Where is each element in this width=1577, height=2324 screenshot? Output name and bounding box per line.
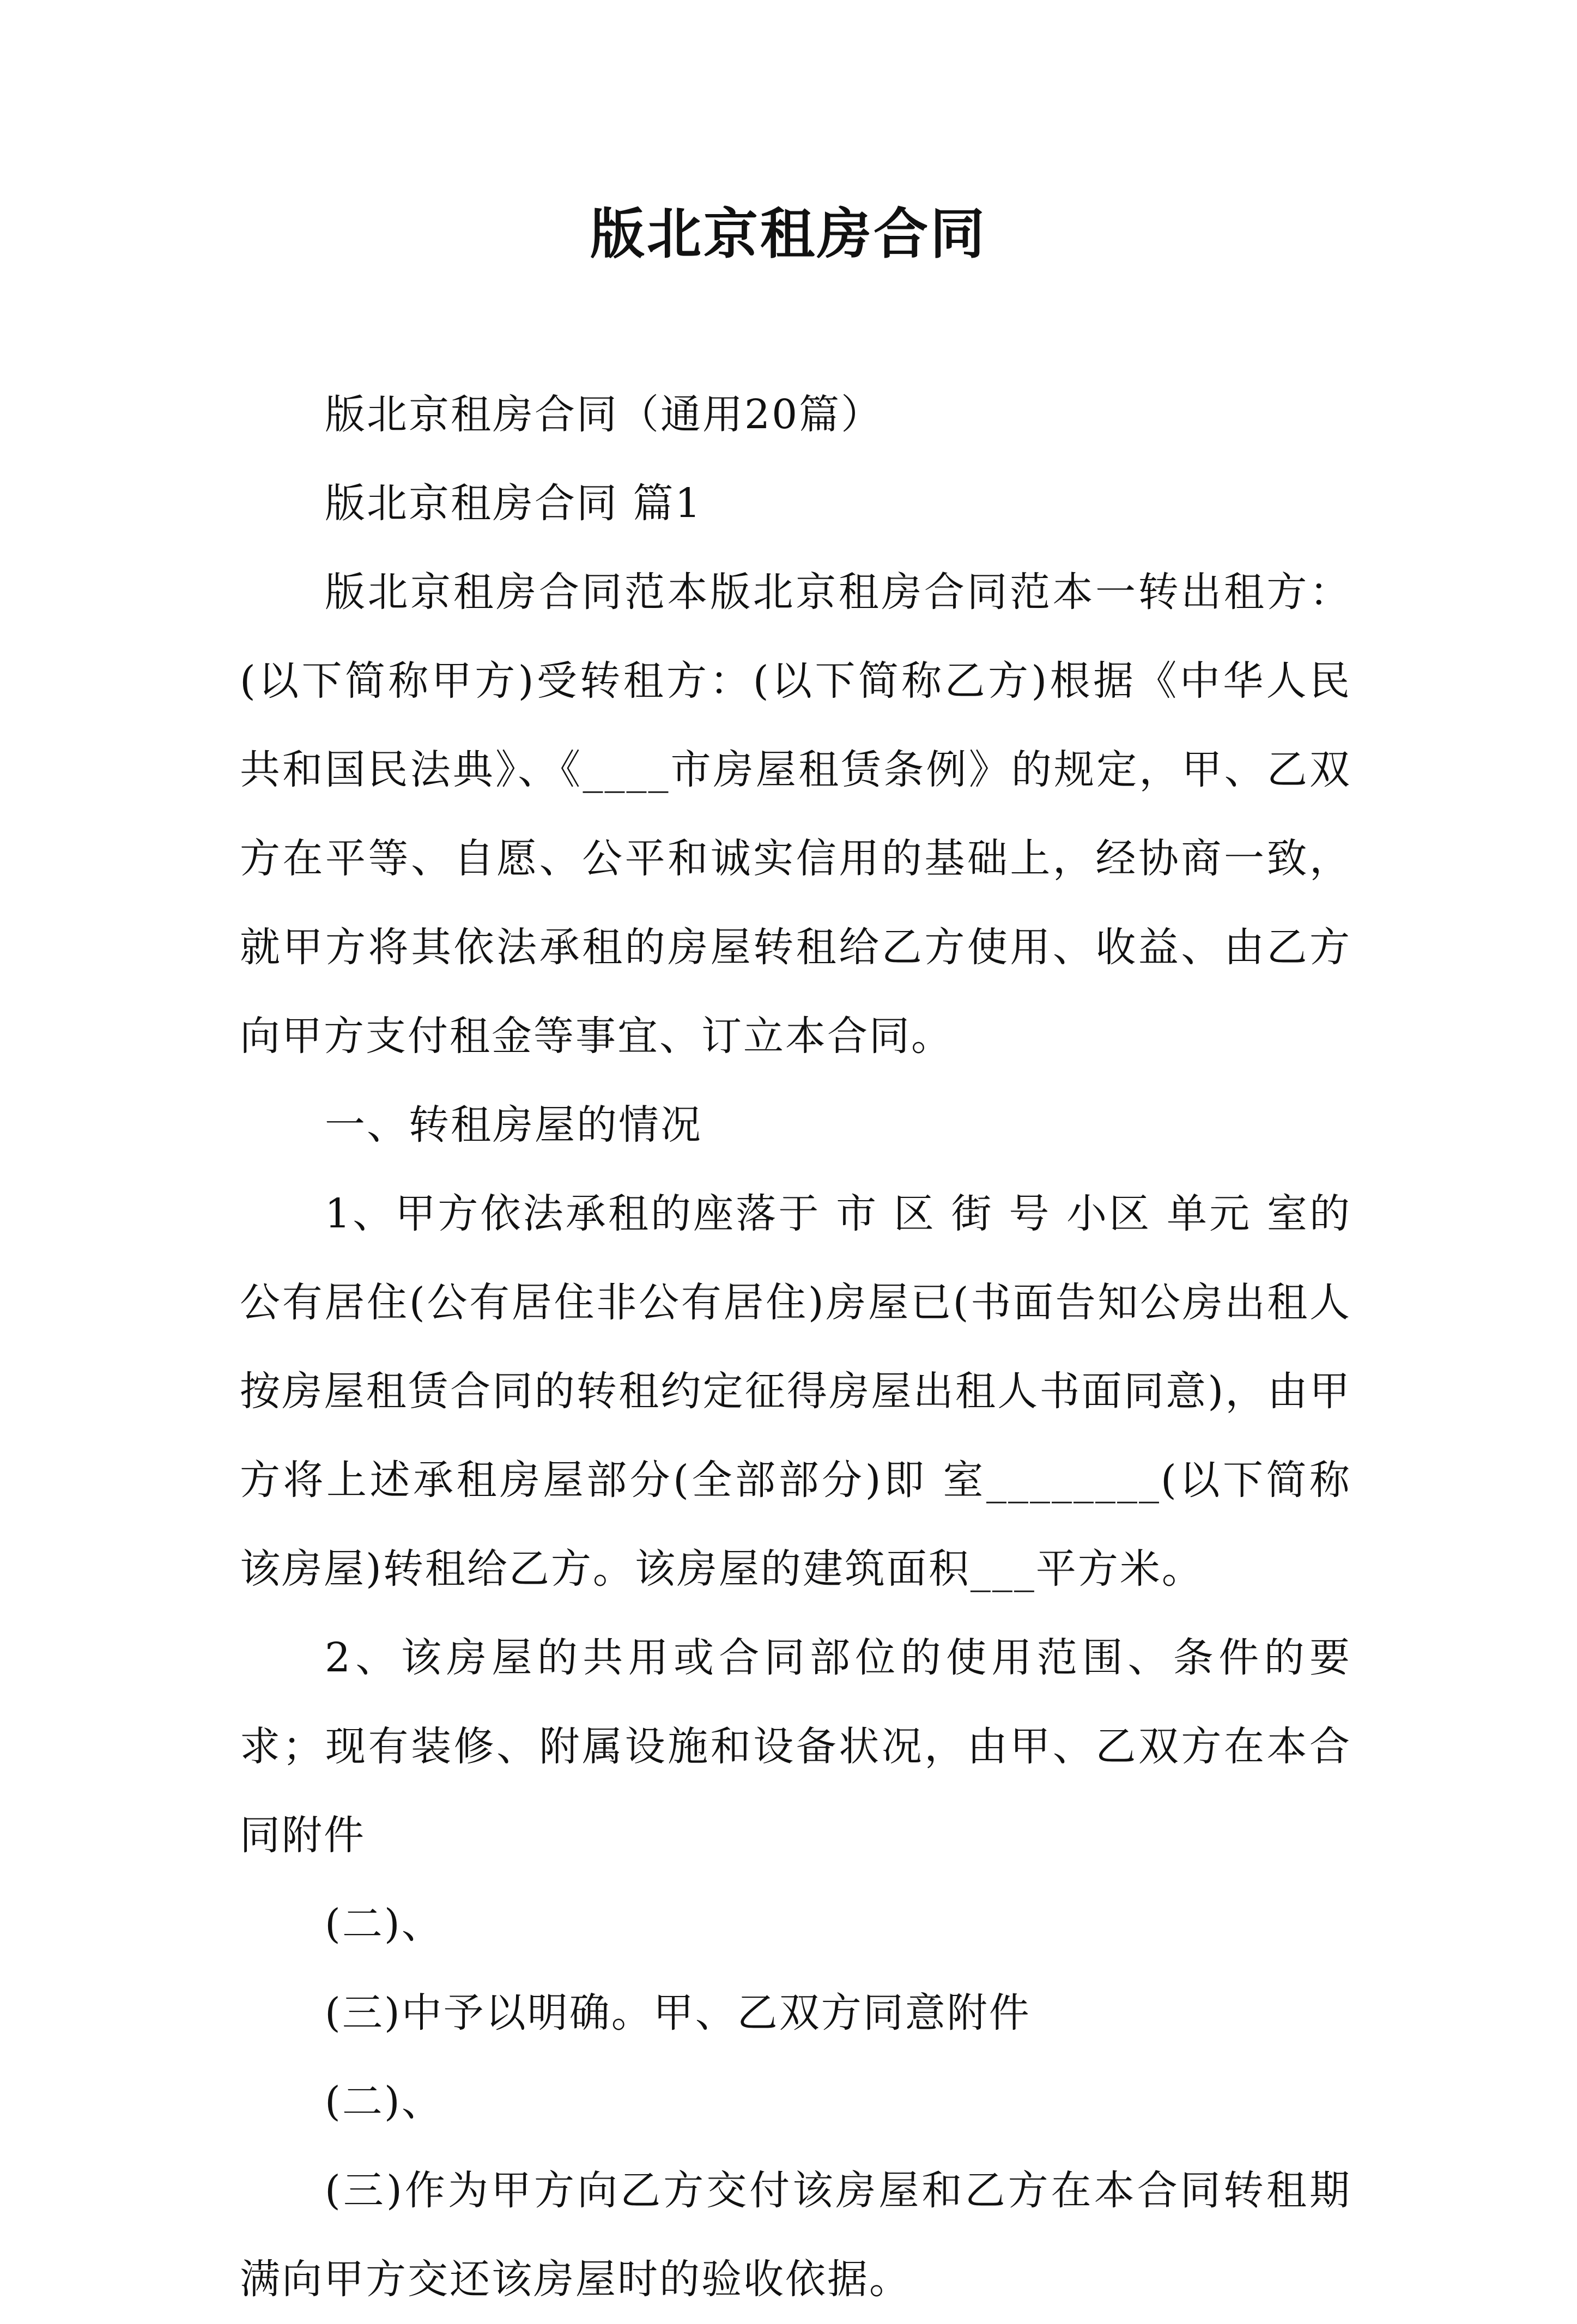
paragraph-clause-2: 2、该房屋的共用或合同部位的使用范围、条件的要求；现有装修、附属设施和设备状况，由甲、乙双方在本合同附件 (240, 1634, 1351, 1859)
document-body (240, 370, 1351, 2324)
paragraph-clause-heading: 一、转租房屋的情况 (325, 1102, 702, 1148)
paragraph-item: (三)作为甲方向乙方交付该房屋和乙方在本合同转租期满向甲方交还该房屋时的验收依据。 (240, 2167, 1351, 2303)
paragraph-item: (二)、 (325, 1901, 444, 1948)
paragraph-item: (三)中予以明确。甲、乙双方同意附件 (325, 1990, 1031, 2036)
paragraph-clause-1: 1、甲方依法承租的座落于 市 区 街 号 小区 单元 室的公有居住(公有居住非公有居住)房屋已(书面告知公房出租人按房屋租赁合同的转租约定征得房屋出租人书面同意)，由甲方将上述承租房屋部分(全部部分)即 室________(以下简称该房屋)转租给乙方。该房屋的建筑面积___平方米。 (240, 1190, 1351, 1592)
paragraph-intro: 版北京租房合同范本版北京租房合同范本一转出租方：(以下简称甲方)受转租方：(以下简称乙方)根据《中华人民共和国民法典》、《____市房屋租赁条例》的规定，甲、乙双方在平等、自愿、公平和诚实信用的基础上，经协商一致，就甲方将其依法承租的房屋转租给乙方使用、收益、由乙方向甲方支付租金等事宜、订立本合同。 (240, 569, 1351, 1060)
paragraph-subtitle: 版北京租房合同（通用20篇） (325, 391, 883, 438)
document-title: 版北京租房合同 (590, 202, 987, 266)
paragraph-section-heading: 版北京租房合同 篇1 (325, 480, 702, 527)
paragraph-item: (二)、 (325, 2078, 444, 2125)
